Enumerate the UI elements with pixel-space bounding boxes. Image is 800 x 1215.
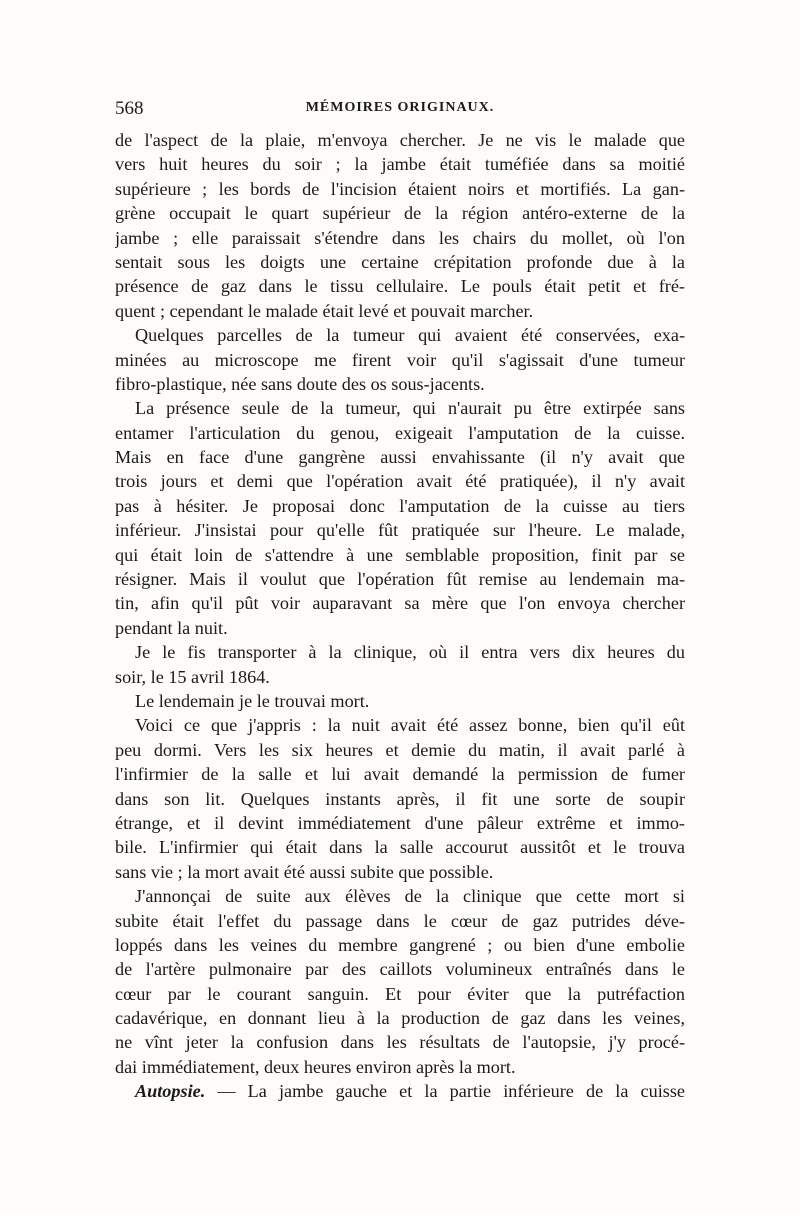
text-line: qui était loin de s'attendre à une semblable proposition, finit par se <box>115 544 685 565</box>
text-line: vers huit heures du soir ; la jambe était tuméfiée dans sa moitié <box>115 154 685 175</box>
text-line: de l'aspect de la plaie, m'envoya chercher. Je ne vis le malade que <box>115 130 685 150</box>
text-line: subite était l'effet du passage dans le cœur de gaz putrides déve- <box>115 910 685 931</box>
text-line: étrange, et il devint immédiatement d'une pâleur extrême et immo- <box>115 812 685 833</box>
text-line: inférieur. J'insistai pour qu'elle fût pratiquée sur l'heure. Le malade, <box>115 520 685 541</box>
text-line: dans son lit. Quelques instants après, il fit une sorte de soupir <box>115 788 685 809</box>
text-line: cadavérique, en donnant lieu à la production de gaz dans les veines, <box>115 1008 685 1029</box>
paragraph <box>115 323 685 396</box>
text-line: sans vie ; la mort avait été aussi subite que possible. <box>115 861 494 882</box>
text-line: quent ; cependant le malade était levé et pouvait marcher. <box>115 300 534 321</box>
body-text <box>115 128 685 1104</box>
text-line: trois jours et demi que l'opération avait été pratiquée), il n'y avait <box>115 471 685 492</box>
text-line: Quelques parcelles de la tumeur qui avaient été conservées, exa- <box>135 325 685 346</box>
text-line: Mais en face d'une gangrène aussi envahissante (il n'y avait que <box>115 447 685 468</box>
text-line: entamer l'articulation du genou, exigeait l'amputation de la cuisse. <box>115 422 685 443</box>
text-line: Je le fis transporter à la clinique, où il entra vers dix heures du <box>135 642 685 663</box>
paragraph <box>115 128 685 323</box>
text-line: ne vînt jeter la confusion dans les résultats de l'autopsie, j'y procé- <box>115 1032 685 1053</box>
text-line: Voici ce que j'appris : la nuit avait été assez bonne, bien qu'il eût <box>135 715 685 736</box>
text-line: supérieure ; les bords de l'incision étaient noirs et mortifiés. La gan- <box>115 178 685 199</box>
text-line <box>115 1079 685 1103</box>
paragraph <box>115 689 685 713</box>
text-line: sentait sous les doigts une certaine crépitation profonde due à la <box>115 251 685 272</box>
page-number: 568 <box>115 98 144 119</box>
text-line: de l'artère pulmonaire par des caillots volumineux entraînés dans le <box>115 959 685 980</box>
section-text: — La jambe gauche et la partie inférieure de la cuisse <box>205 1081 685 1102</box>
text-line: soir, le 15 avril 1864. <box>115 666 270 687</box>
page-header <box>115 98 685 122</box>
text-line: fibro-plastique, née sans doute des os sous-jacents. <box>115 373 485 394</box>
text-line: jambe ; elle paraissait s'étendre dans les chairs du mollet, où l'on <box>115 227 685 248</box>
paragraph <box>115 396 685 640</box>
text-line: l'infirmier de la salle et lui avait demandé la permission de fumer <box>115 764 685 785</box>
text-line: peu dormi. Vers les six heures et demie du matin, il avait parlé à <box>115 739 685 760</box>
text-line: Le lendemain je le trouvai mort. <box>135 690 370 711</box>
text-line: loppés dans les veines du membre gangrené ; ou bien d'une embolie <box>115 934 685 955</box>
text-line: pas à hésiter. Je proposai donc l'amputation de la cuisse au tiers <box>115 495 685 516</box>
running-title: MÉMOIRES ORIGINAUX. <box>305 100 495 115</box>
text-line: minées au microscope me firent voir qu'il s'agissait d'une tumeur <box>115 349 685 370</box>
text-line: cœur par le courant sanguin. Et pour éviter que la putréfaction <box>115 983 685 1004</box>
text-line: pendant la nuit. <box>115 617 228 638</box>
text-line: La présence seule de la tumeur, qui n'aurait pu être extirpée sans <box>135 398 685 419</box>
paragraph <box>115 713 685 884</box>
text-line: J'annonçai de suite aux élèves de la clinique que cette mort si <box>135 886 685 907</box>
text-line: présence de gaz dans le tissu cellulaire. Le pouls était petit et fré- <box>115 276 685 297</box>
text-line: dai immédiatement, deux heures environ après la mort. <box>115 1056 516 1077</box>
text-line: tin, afin qu'il pût voir auparavant sa mère que l'on envoya chercher <box>115 593 685 614</box>
text-line: bile. L'infirmier qui était dans la salle accourut aussitôt et le trouva <box>115 837 685 858</box>
section-heading-autopsie: Autopsie. <box>135 1081 206 1102</box>
paragraph <box>115 640 685 689</box>
text-line: grène occupait le quart supérieur de la région antéro-externe de la <box>115 203 685 224</box>
text-line: résigner. Mais il voulut que l'opération fût remise au lendemain ma- <box>115 569 685 590</box>
paragraph <box>115 884 685 1079</box>
